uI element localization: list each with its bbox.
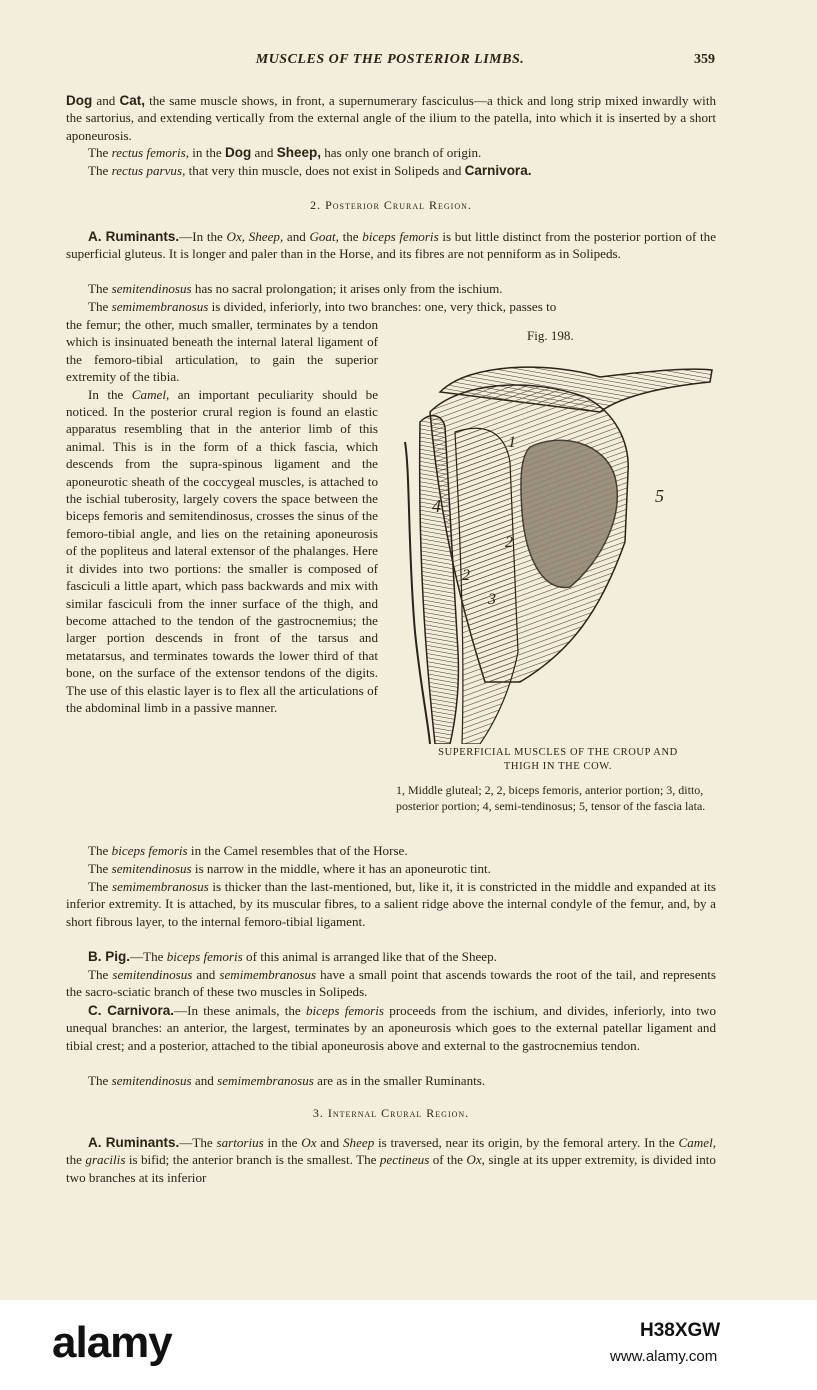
rectus-femoris-paragraph: The rectus femoris, in the Dog and Sheep, has only one branch of origin. [88,145,482,160]
figure-number-1: 1 [508,434,516,451]
figure-number-2b: 2 [462,567,470,584]
figure-illustration [400,352,716,744]
camel-semitendinosus-paragraph: The semitendinosus is narrow in the middle, where it has an aponeurotic tint. [88,861,491,876]
camel-biceps-paragraph: The biceps femoris in the Camel resembles that of the Horse. [88,843,408,858]
ruminants-paragraph: A. Ruminants.—In the Ox, Sheep, and Goat, the biceps femoris is but little distinct from the posterior portion of the superficial gluteus. It is longer and paler than in the Horse, and its fibres are not penniform as in Solipeds. [66,229,717,262]
pig-paragraph-2: The semitendinosus and semimembranosus have a small point that ascends towards the root of the tail, and represents the sacro-sciatic branch of these two muscles in Solipeds. [66,967,716,1000]
dog-cat-paragraph: Dog and Cat, the same muscle shows, in front, a supernumerary fasciculus—a thick and long strip mixed inwardly with the sartorius, and extending vertically from the external angle of the ilium to the patella, into which it is inserted by a short aponeurosis. [66,93,716,143]
figure-caption [408,746,708,774]
ruminants-internal-paragraph: A. Ruminants.—The sartorius in the Ox and Sheep is traversed, near its origin, by the femoral artery. In the Camel, the gracilis is bifid; the anterior branch is the smallest. The pectineus of the Ox, single at its upper extremity, is divided into two branches at its inferior [66,1135,716,1185]
left-column-text [66,316,378,716]
semimembranosus-continuation: the femur; the other, much smaller, terminates by a tendon which is insinuated beneath the internal lateral ligament of the femoro-tibial articulation, to gain the superior extremity of the tibia. [66,317,378,385]
semimembranosus-paragraph: The semimembranosus is divided, inferiorly, into two branches: one, very thick, passes to [88,299,557,314]
figure-legend: 1, Middle gluteal; 2, 2, biceps femoris, anterior portion; 3, ditto, posterior portion; 4, semi-tendinosus; 5, tensor of the fascia lata. [396,783,706,813]
semitendinosus-paragraph: The semitendinosus has no sacral prolongation; it arises only from the ischium. [88,281,503,296]
carnivora-paragraph-2: The semitendinosus and semimembranosus are as in the smaller Ruminants. [88,1073,486,1088]
running-title: MUSCLES OF THE POSTERIOR LIMBS. [255,52,525,67]
pig-paragraph: B. Pig.—The biceps femoris of this animal is arranged like that of the Sheep. [88,949,497,964]
image-id: H38XGW [640,1320,721,1341]
rectus-parvus-paragraph: The rectus parvus, that very thin muscle, does not exist in Solipeds and Carnivora. [88,163,532,178]
watermark-url: www.alamy.com [610,1348,718,1365]
figure-caption-line2: THIGH IN THE COW. [503,761,613,772]
figure-number-2a: 2 [505,534,513,551]
figure-label: Fig. 198. [527,328,574,343]
section-heading-posterior-crural: 2. Posterior Crural Region. [310,198,472,212]
figure-number-4: 4 [432,496,441,516]
section-heading-internal-crural: 3. Internal Crural Region. [312,1106,470,1120]
camel-semimembranosus-paragraph: The semimembranosus is thicker than the last-mentioned, but, like it, it is constricted in the middle and expanded at its inferior extremity. It is attached, by its muscular fibres, to a salient ridge above the internal condyle of the femur, and, by a short fibrous layer, to the internal femoro-tibial ligament. [66,879,716,929]
figure-caption-line1: SUPERFICIAL MUSCLES OF THE CROUP AND [438,747,678,758]
running-head [0,52,817,72]
figure-number-5: 5 [655,486,664,506]
figure-number-3: 3 [488,591,496,608]
camel-paragraph: In the Camel, an important peculiarity should be noticed. In the posterior crural region is found an elastic apparatus resembling that in the anterior limb of this animal. This is in the form of a thick fascia, which descends from the supra-spinous ligament and the aponeurotic sheath of the coccygeal muscles, is attached to the ischial tuberosity, largely covers the space between the biceps femoris and semitendinosus, crosses the sinus of the femoro-tibial angle, and lies on the retaining aponeurosis of the popliteus and lateral extensor of the phalanges. Here it divides into two portions: the smaller is composed of fasciculi a little apart, which pass backwards and mix with similar fasciculi from the inner surface of the thigh, and become attached to the tendon of the gastrocnemius; the larger portion descends in front of the tarsus and metatarsus, and terminates towards the lower third of that bone, on the surface of the extensor tendons of the digits. The use of this elastic layer is to flex all the articulations of the abdominal limb in a passive manner. [66,386,379,715]
page-number: 359 [694,52,715,67]
alamy-logo: alamy [52,1318,172,1367]
carnivora-paragraph: C. Carnivora.—In these animals, the biceps femoris proceeds from the ischium, and divides, inferiorly, into two unequal branches: an anterior, the largest, terminates by an aponeurosis which goes to the external patellar ligament and tibial crest; and a posterior, attached to the tibial aponeurosis above and external to the gastrocnemius tendon. [66,1003,716,1053]
